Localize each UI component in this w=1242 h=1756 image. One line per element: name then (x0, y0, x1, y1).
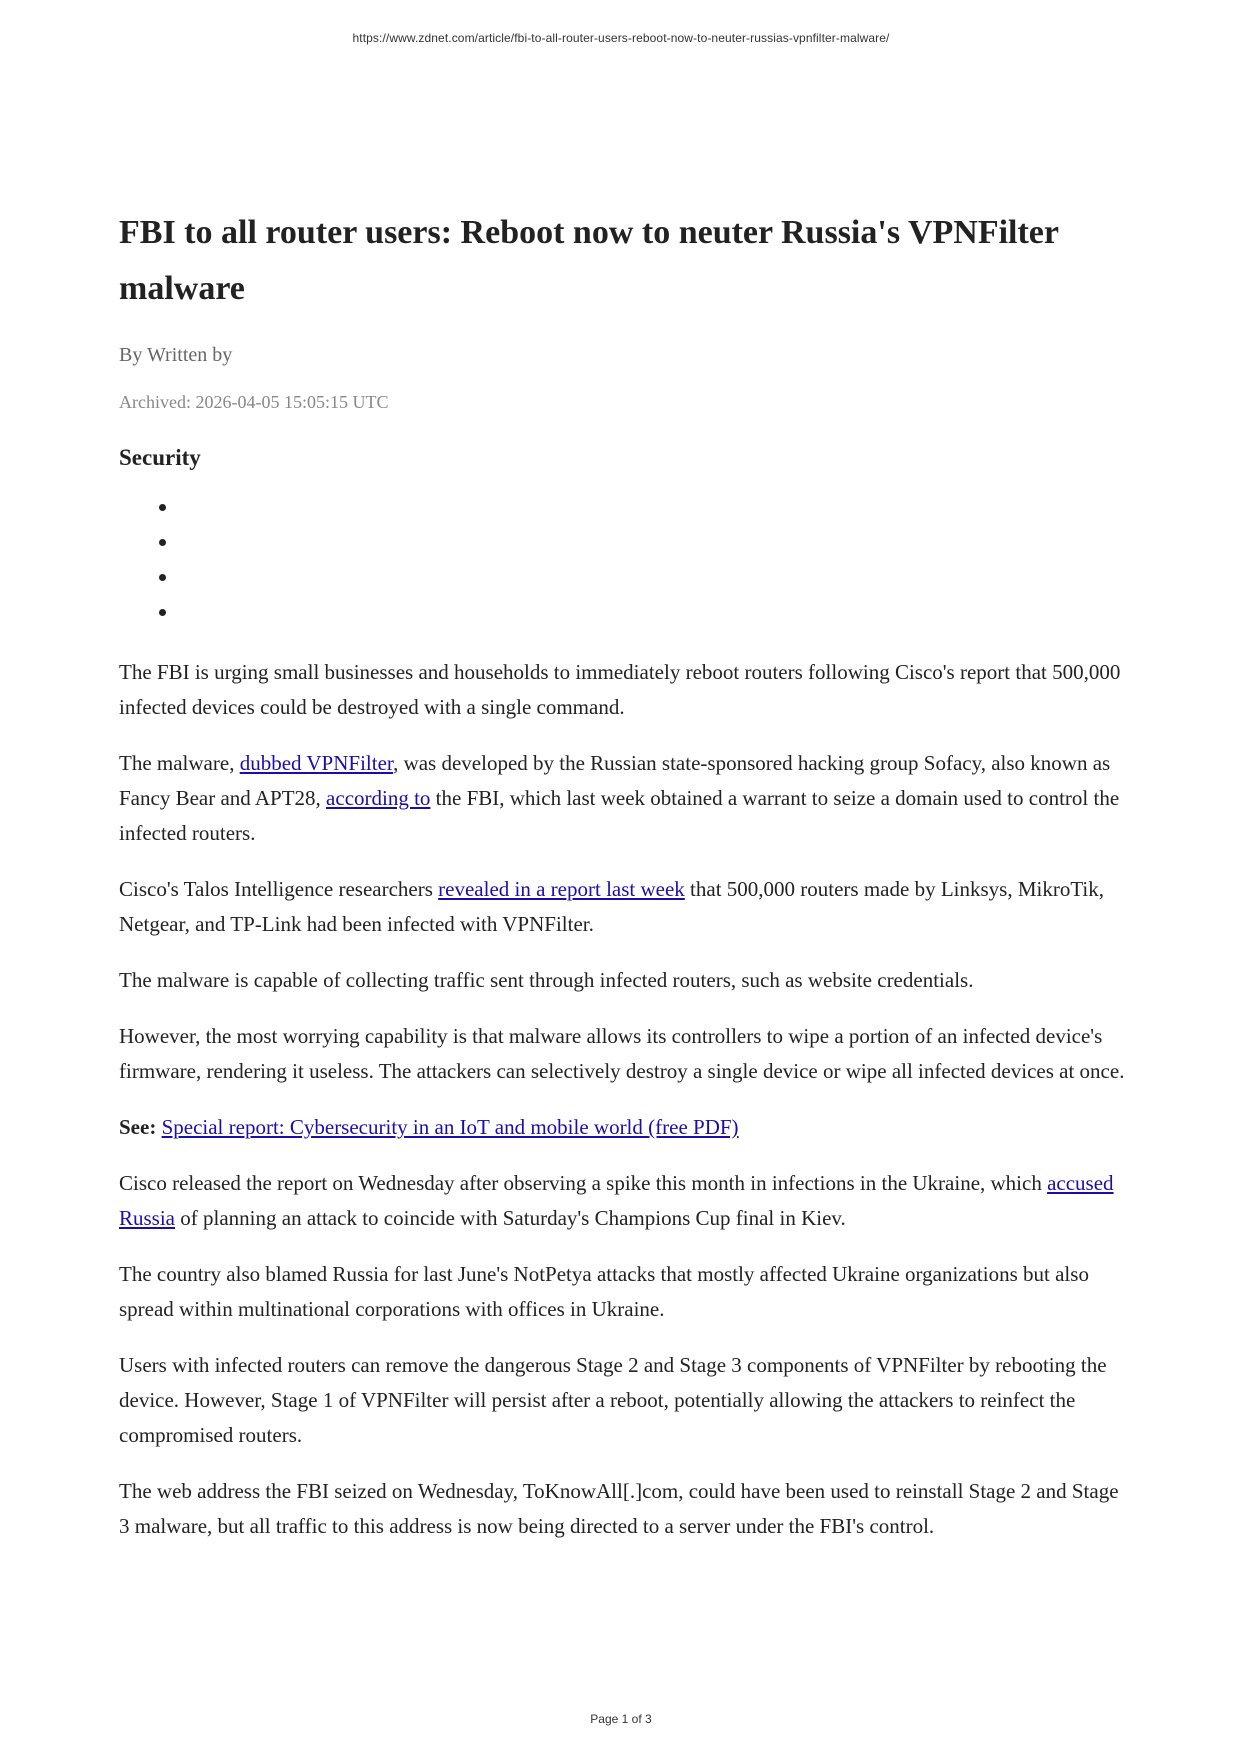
paragraph-fbi-urging: The FBI is urging small businesses and households to immediately reboot routers following Cisco's report that 500,000 infected devices could be destroyed with a single command. (119, 660, 1121, 719)
paragraph-text: the FBI, which last week obtained a warrant to seize a domain used to control the infected routers. (119, 786, 1120, 845)
see-label: See: (119, 1115, 157, 1139)
paragraph-text: Cisco released the report on Wednesday after observing a spike this month in infections in the Ukraine, which (119, 1171, 1048, 1195)
article-title: FBI to all router users: Reboot now to neuter Russia's VPNFilter malware (119, 214, 1059, 307)
bullet-dot (159, 609, 166, 616)
paragraph-wipe-capability: However, the most worrying capability is that malware allows its controllers to wipe a portion of an infected device's firmware, rendering it useless. The attackers can selectively destroy a single device or wipe all infected devices at once. (119, 1024, 1125, 1083)
archived-timestamp: Archived: 2026-04-05 15:05:15 UTC (119, 392, 389, 412)
paragraph-text: that 500,000 routers made by Linksys, MikroTik, Netgear, and TP-Link had been infected with VPNFilter. (119, 877, 1105, 936)
bullet-dot (159, 504, 166, 511)
paragraph-text: , was developed by the Russian state-sponsored hacking group Sofacy, also known as Fancy Bear and APT28, (119, 751, 1111, 810)
paragraph-notpetya: The country also blamed Russia for last June's NotPetya attacks that mostly affected Ukraine organizations but also spread within multinational corporations with offices in Ukraine. (119, 1262, 1089, 1321)
paragraph-domain-seized: The web address the FBI seized on Wednesday, ToKnowAll[.]com, could have been used to reinstall Stage 2 and Stage 3 malware, but all traffic to this address is now being directed to a server under the FBI's control. (119, 1479, 1119, 1538)
paragraph-reboot-advice: Users with infected routers can remove the dangerous Stage 2 and Stage 3 components of VPNFilter by rebooting the device. However, Stage 1 of VPNFilter will persist after a reboot, potentially allowing the attackers to reinfect the compromised routers. (119, 1353, 1107, 1447)
paragraph-text: Cisco's Talos Intelligence researchers (119, 877, 439, 901)
list-item (119, 491, 1129, 526)
empty-bullet-list (119, 491, 1129, 631)
bullet-dot (159, 539, 166, 546)
list-item (119, 596, 1129, 631)
article-body (119, 655, 1129, 1544)
paragraph-text: The malware, (119, 751, 240, 775)
section-label: Security (119, 445, 201, 470)
page-number: Page 1 of 3 (590, 1712, 652, 1726)
paragraph-talos-report (119, 872, 1129, 942)
dubbed-vpnfilter-link[interactable]: dubbed VPNFilter (239, 751, 394, 775)
special-report-link[interactable]: Special report: Cybersecurity in an IoT and mobile world (free PDF) (161, 1115, 739, 1139)
paragraph-malware-origin (119, 746, 1129, 851)
article (119, 205, 1129, 1565)
list-item (119, 561, 1129, 596)
according-to-link[interactable]: according to (326, 786, 431, 810)
bullet-dot (159, 574, 166, 581)
paragraph-traffic-collection: The malware is capable of collecting traffic sent through infected routers, such as website credentials. (119, 968, 974, 992)
source-url: https://www.zdnet.com/article/fbi-to-all-router-users-reboot-now-to-neuter-russias-vpnfilter-malware/ (352, 31, 890, 45)
paragraph-ukraine-spike (119, 1166, 1129, 1236)
byline: By Written by (119, 344, 233, 366)
talos-report-link[interactable]: revealed in a report last week (438, 877, 685, 901)
see-also (119, 1110, 1129, 1145)
accused-russia-link[interactable]: accused Russia (119, 1171, 1114, 1230)
paragraph-text: of planning an attack to coincide with Saturday's Champions Cup final in Kiev. (175, 1206, 846, 1230)
list-item (119, 526, 1129, 561)
